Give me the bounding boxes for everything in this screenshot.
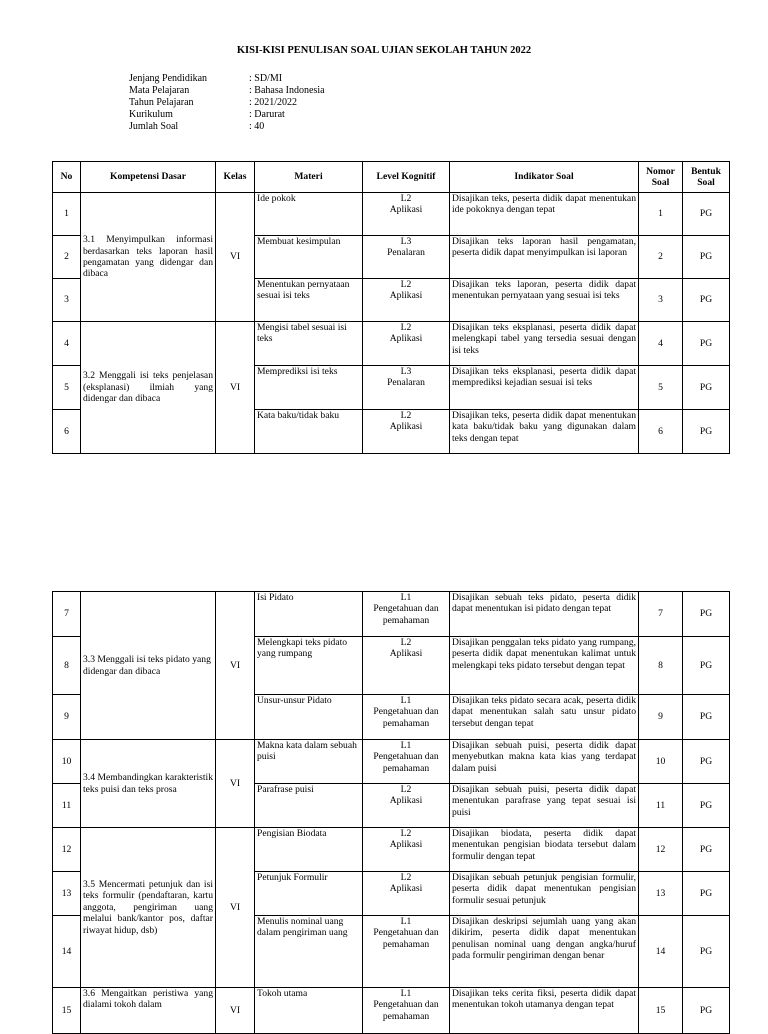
bentuk-soal-cell: PG bbox=[683, 236, 730, 279]
materi-cell: Menentukan pernyataan sesuai isi teks bbox=[255, 279, 363, 322]
materi-cell: Unsur-unsur Pidato bbox=[255, 695, 363, 740]
materi-cell: Memprediksi isi teks bbox=[255, 366, 363, 410]
meta-row bbox=[129, 109, 325, 121]
nomor-soal-cell: 6 bbox=[639, 410, 683, 454]
header-no: No bbox=[53, 162, 81, 193]
bentuk-soal-cell: PG bbox=[683, 784, 730, 828]
meta-label: Jumlah Soal bbox=[129, 121, 179, 132]
materi-cell: Menulis nominal uang dalam pengiriman uang bbox=[255, 916, 363, 988]
meta-label: Jenjang Pendidikan bbox=[129, 73, 208, 84]
table-header-row bbox=[53, 162, 730, 193]
nomor-soal-cell: 9 bbox=[639, 695, 683, 740]
level-desc: Aplikasi bbox=[389, 648, 423, 660]
row-no: 1 bbox=[53, 193, 81, 236]
kompetensi-dasar-cell: 3.1 Menyimpulkan informasi berdasarkan teks laporan hasil pengamatan yang didengar dan dibaca bbox=[81, 193, 216, 322]
document-title: KISI-KISI PENULISAN SOAL UJIAN SEKOLAH TAHUN 2022 bbox=[236, 45, 532, 56]
indikator-cell: Disajikan biodata, peserta didik dapat menentukan pengisian biodata tersebut dalam formulir dengan tepat bbox=[450, 828, 639, 872]
bentuk-soal-cell: PG bbox=[683, 916, 730, 988]
materi-cell: Pengisian Biodata bbox=[255, 828, 363, 872]
level-desc: Pengetahuan dan pemahaman bbox=[373, 927, 439, 950]
level-code: L2 bbox=[400, 322, 412, 333]
row-no: 12 bbox=[53, 828, 81, 872]
indikator-cell: Disajikan sebuah puisi, peserta didik dapat menyebutkan makna kata kias yang terdapat dalam puisi bbox=[450, 740, 639, 784]
level-desc: Pengetahuan dan pemahaman bbox=[373, 751, 439, 774]
bentuk-soal-cell: PG bbox=[683, 592, 730, 637]
level-code: L1 bbox=[400, 592, 412, 603]
level-cell bbox=[363, 366, 450, 410]
kelas-cell: VI bbox=[216, 988, 255, 1034]
nomor-soal-cell: 8 bbox=[639, 637, 683, 695]
level-code: L1 bbox=[400, 988, 412, 999]
bentuk-soal-cell: PG bbox=[683, 740, 730, 784]
level-desc: Aplikasi bbox=[389, 839, 423, 851]
level-desc: Aplikasi bbox=[389, 204, 423, 216]
nomor-soal-cell: 10 bbox=[639, 740, 683, 784]
nomor-soal-cell: 14 bbox=[639, 916, 683, 988]
level-desc: Aplikasi bbox=[389, 883, 423, 895]
header-level-kognitif: Level Kognitif bbox=[363, 162, 450, 193]
bentuk-soal-cell: PG bbox=[683, 410, 730, 454]
row-no: 2 bbox=[53, 236, 81, 279]
materi-cell: Makna kata dalam sebuah puisi bbox=[255, 740, 363, 784]
level-desc: Pengetahuan dan pemahaman bbox=[373, 999, 439, 1022]
level-desc: Aplikasi bbox=[389, 795, 423, 807]
meta-value: : 2021/2022 bbox=[249, 97, 298, 108]
header-kompetensi-dasar: Kompetensi Dasar bbox=[81, 162, 216, 193]
meta-value: : SD/MI bbox=[249, 73, 283, 84]
bentuk-soal-cell: PG bbox=[683, 988, 730, 1034]
header-kelas: Kelas bbox=[216, 162, 255, 193]
bentuk-soal-cell: PG bbox=[683, 366, 730, 410]
level-cell bbox=[363, 828, 450, 872]
level-cell bbox=[363, 740, 450, 784]
level-cell bbox=[363, 279, 450, 322]
indikator-cell: Disajikan teks laporan hasil pengamatan, peserta didik dapat menyimpulkan isi laporan bbox=[450, 236, 639, 279]
row-no: 5 bbox=[53, 366, 81, 410]
nomor-soal-cell: 5 bbox=[639, 366, 683, 410]
level-desc: Aplikasi bbox=[389, 421, 423, 433]
meta-label: Kurikulum bbox=[129, 109, 173, 120]
kelas-cell: VI bbox=[216, 592, 255, 740]
kompetensi-dasar-cell: 3.4 Membandingkan karakteristik teks puisi dan teks prosa bbox=[81, 740, 216, 828]
row-no: 14 bbox=[53, 916, 81, 988]
level-code: L2 bbox=[400, 784, 412, 795]
nomor-soal-cell: 3 bbox=[639, 279, 683, 322]
level-code: L2 bbox=[400, 637, 412, 648]
materi-cell: Kata baku/tidak baku bbox=[255, 410, 363, 454]
indikator-cell: Disajikan teks eksplanasi, peserta didik dapat memprediksi kejadian sesuai isi teks bbox=[450, 366, 639, 410]
bentuk-soal-cell: PG bbox=[683, 637, 730, 695]
table-row bbox=[53, 193, 730, 236]
indikator-cell: Disajikan penggalan teks pidato yang rumpang, peserta didik dapat menentukan kalimat untuk melengkapi teks pidato tersebut dengan tepat bbox=[450, 637, 639, 695]
indikator-cell: Disajikan teks, peserta didik dapat menentukan kata baku/tidak baku yang digunakan dalam teks dengan tepat bbox=[450, 410, 639, 454]
kisi-kisi-table-page-2 bbox=[52, 591, 730, 1034]
bentuk-soal-cell: PG bbox=[683, 193, 730, 236]
nomor-soal-cell: 15 bbox=[639, 988, 683, 1034]
header-indikator-soal: Indikator Soal bbox=[450, 162, 639, 193]
row-no: 8 bbox=[53, 637, 81, 695]
nomor-soal-cell: 11 bbox=[639, 784, 683, 828]
level-cell bbox=[363, 410, 450, 454]
materi-cell: Petunjuk Formulir bbox=[255, 872, 363, 916]
meta-row bbox=[129, 85, 325, 97]
nomor-soal-cell: 1 bbox=[639, 193, 683, 236]
indikator-cell: Disajikan deskripsi sejumlah uang yang akan dikirim, peserta didik dapat menentukan penulisan nominal uang dengan angka/huruf pada formulir pengiriman dengan benar bbox=[450, 916, 639, 988]
level-desc: Penalaran bbox=[387, 377, 425, 389]
level-code: L1 bbox=[400, 916, 412, 927]
level-desc: Pengetahuan dan pemahaman bbox=[373, 603, 439, 626]
kisi-kisi-table-page-1 bbox=[52, 161, 730, 454]
kompetensi-dasar-cell: 3.2 Menggali isi teks penjelasan (eksplanasi) ilmiah yang didengar dan dibaca bbox=[81, 322, 216, 454]
indikator-cell: Disajikan teks eksplanasi, peserta didik dapat melengkapi tabel yang tersedia sesuai dengan isi teks bbox=[450, 322, 639, 366]
kompetensi-dasar-cell: 3.6 Mengaitkan peristiwa yang dialami tokoh dalam bbox=[81, 988, 216, 1034]
meta-row bbox=[129, 73, 325, 85]
level-cell bbox=[363, 872, 450, 916]
table-row bbox=[53, 988, 730, 1034]
table-row bbox=[53, 828, 730, 872]
level-desc: Aplikasi bbox=[389, 333, 423, 345]
level-code: L2 bbox=[400, 410, 412, 421]
level-cell bbox=[363, 916, 450, 988]
nomor-soal-cell: 4 bbox=[639, 322, 683, 366]
level-desc: Penalaran bbox=[387, 247, 425, 259]
row-no: 7 bbox=[53, 592, 81, 637]
header-materi: Materi bbox=[255, 162, 363, 193]
level-cell bbox=[363, 592, 450, 637]
row-no: 11 bbox=[53, 784, 81, 828]
kelas-cell: VI bbox=[216, 193, 255, 322]
nomor-soal-cell: 13 bbox=[639, 872, 683, 916]
header-nomor-soal: Nomor Soal bbox=[639, 162, 683, 193]
indikator-cell: Disajikan teks laporan, peserta didik dapat menentukan pernyataan yang sesuai isi teks bbox=[450, 279, 639, 322]
kompetensi-dasar-cell: 3.3 Menggali isi teks pidato yang didengar dan dibaca bbox=[81, 592, 216, 740]
kompetensi-dasar-cell: 3.5 Mencermati petunjuk dan isi teks formulir (pendaftaran, kartu anggota, pengiriman uang melalui bank/kantor pos, daftar riwayat hidup, dsb) bbox=[81, 828, 216, 988]
level-cell bbox=[363, 988, 450, 1034]
level-code: L2 bbox=[400, 193, 412, 204]
level-code: L3 bbox=[400, 236, 412, 247]
materi-cell: Parafrase puisi bbox=[255, 784, 363, 828]
level-cell bbox=[363, 695, 450, 740]
kelas-cell: VI bbox=[216, 322, 255, 454]
indikator-cell: Disajikan teks cerita fiksi, peserta didik dapat menentukan tokoh utamanya dengan tepat bbox=[450, 988, 639, 1034]
indikator-cell: Disajikan teks pidato secara acak, peserta didik dapat menentukan salah satu unsur pidato tersebut dengan tepat bbox=[450, 695, 639, 740]
meta-row bbox=[129, 121, 325, 133]
materi-cell: Mengisi tabel sesuai isi teks bbox=[255, 322, 363, 366]
nomor-soal-cell: 12 bbox=[639, 828, 683, 872]
bentuk-soal-cell: PG bbox=[683, 695, 730, 740]
row-no: 4 bbox=[53, 322, 81, 366]
materi-cell: Ide pokok bbox=[255, 193, 363, 236]
level-cell bbox=[363, 637, 450, 695]
row-no: 6 bbox=[53, 410, 81, 454]
row-no: 3 bbox=[53, 279, 81, 322]
level-cell bbox=[363, 193, 450, 236]
nomor-soal-cell: 2 bbox=[639, 236, 683, 279]
materi-cell: Tokoh utama bbox=[255, 988, 363, 1034]
level-code: L1 bbox=[400, 740, 412, 751]
materi-cell: Membuat kesimpulan bbox=[255, 236, 363, 279]
indikator-cell: Disajikan sebuah teks pidato, peserta didik dapat menentukan isi pidato dengan tepat bbox=[450, 592, 639, 637]
meta-info bbox=[129, 73, 325, 133]
kelas-cell: VI bbox=[216, 828, 255, 988]
meta-value: : Bahasa Indonesia bbox=[249, 85, 325, 96]
level-code: L2 bbox=[400, 872, 412, 883]
level-code: L3 bbox=[400, 366, 412, 377]
meta-label: Tahun Pelajaran bbox=[129, 97, 194, 108]
table-row bbox=[53, 740, 730, 784]
table-row bbox=[53, 592, 730, 637]
row-no: 10 bbox=[53, 740, 81, 784]
meta-row bbox=[129, 97, 325, 109]
meta-value: : 40 bbox=[249, 121, 265, 132]
level-cell bbox=[363, 784, 450, 828]
nomor-soal-cell: 7 bbox=[639, 592, 683, 637]
level-desc: Aplikasi bbox=[389, 290, 423, 302]
indikator-cell: Disajikan sebuah petunjuk pengisian formulir, peserta didik dapat menentukan pengisian formulir sesuai petunjuk bbox=[450, 872, 639, 916]
meta-label: Mata Pelajaran bbox=[129, 85, 190, 96]
level-code: L1 bbox=[400, 695, 412, 706]
bentuk-soal-cell: PG bbox=[683, 279, 730, 322]
meta-value: : Darurat bbox=[249, 109, 285, 120]
row-no: 13 bbox=[53, 872, 81, 916]
materi-cell: Melengkapi teks pidato yang rumpang bbox=[255, 637, 363, 695]
level-code: L2 bbox=[400, 828, 412, 839]
indikator-cell: Disajikan teks, peserta didik dapat menentukan ide pokoknya dengan tepat bbox=[450, 193, 639, 236]
bentuk-soal-cell: PG bbox=[683, 872, 730, 916]
level-code: L2 bbox=[400, 279, 412, 290]
level-cell bbox=[363, 236, 450, 279]
row-no: 15 bbox=[53, 988, 81, 1034]
level-cell bbox=[363, 322, 450, 366]
kelas-cell: VI bbox=[216, 740, 255, 828]
level-desc: Pengetahuan dan pemahaman bbox=[373, 706, 439, 729]
row-no: 9 bbox=[53, 695, 81, 740]
header-bentuk-soal: Bentuk Soal bbox=[683, 162, 730, 193]
table-row bbox=[53, 322, 730, 366]
materi-cell: Isi Pidato bbox=[255, 592, 363, 637]
bentuk-soal-cell: PG bbox=[683, 322, 730, 366]
bentuk-soal-cell: PG bbox=[683, 828, 730, 872]
indikator-cell: Disajikan sebuah puisi, peserta didik dapat menentukan parafrase yang tepat sesuai isi puisi bbox=[450, 784, 639, 828]
